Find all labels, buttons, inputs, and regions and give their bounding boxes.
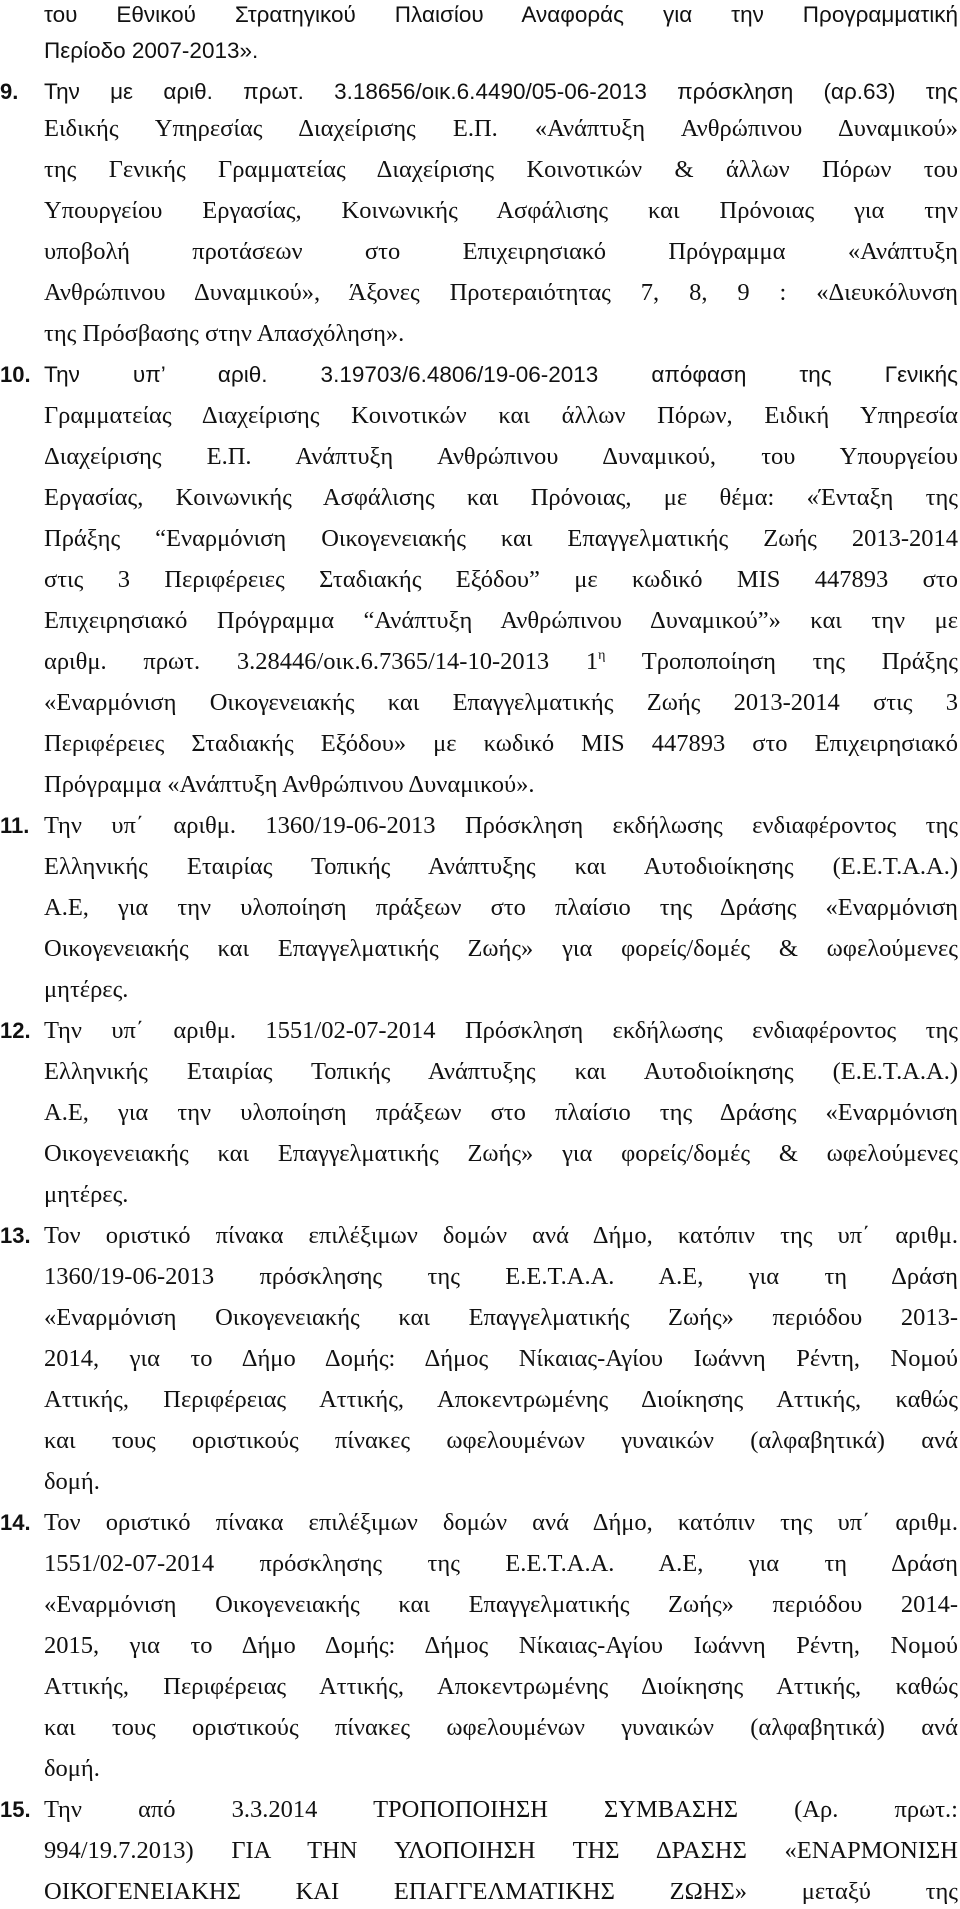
paragraph-line: Α.Ε, για την υλοποίηση πράξεων στο πλαίσιο της Δράσης «Εναρμόνιση	[44, 1099, 958, 1126]
paragraph-line: «Εναρμόνιση Οικογενειακής και Επαγγελματικής Ζωής 2013-2014 στις 3	[44, 689, 958, 716]
paragraph-line: Την με αριθ. πρωτ. 3.18656/οικ.6.4490/05-06-2013 πρόσκληση (αρ.63) της	[44, 79, 958, 104]
numbered-item-line	[0, 1014, 960, 1048]
paragraph-line: μητέρες.	[44, 1181, 129, 1208]
paragraph-line: Τον οριστικό πίνακα επιλέξιμων δομών ανά Δήμο, κατόπιν της υπ΄ αριθμ.	[44, 1222, 958, 1249]
paragraph-line: «Εναρμόνιση Οικογενειακής και Επαγγελματικής Ζωής» περιόδου 2013-	[44, 1304, 958, 1331]
paragraph-line: Περίοδο 2007-2013».	[44, 38, 259, 63]
paragraph-line: 994/19.7.2013) ΓΙΑ ΤΗΝ ΥΛΟΠΟΙΗΣΗ ΤΗΣ ΔΡΑΣΗΣ «ΕΝΑΡΜΟΝΙΣΗ	[44, 1837, 958, 1864]
numbered-item-line	[0, 1219, 960, 1253]
item-number: 14.	[0, 1510, 31, 1535]
paragraph-line: Εργασίας, Κοινωνικής Ασφάλισης και Πρόνοιας, με θέμα: «Ένταξη της	[44, 484, 958, 511]
paragraph-line: στις 3 Περιφέρειες Σταδιακής Εξόδου” με κωδικό MIS 447893 στο	[44, 566, 958, 593]
item-number: 13.	[0, 1223, 31, 1248]
paragraph-line: Αττικής, Περιφέρειας Αττικής, Αποκεντρωμένης Διοίκησης Αττικής, καθώς	[44, 1386, 958, 1413]
paragraph-line: δομή.	[44, 1755, 100, 1782]
paragraph-line: Την από 3.3.2014 ΤΡΟΠΟΠΟΙΗΣΗ ΣΥΜΒΑΣΗΣ (Αρ. πρωτ.:	[44, 1796, 958, 1823]
numbered-item-line	[0, 809, 960, 843]
item-number: 11.	[0, 813, 30, 838]
numbered-item-line	[0, 1506, 960, 1540]
paragraph-line: υποβολή προτάσεων στο Επιχειρησιακό Πρόγραμμα «Ανάπτυξη	[44, 238, 958, 265]
paragraph-line: και τους οριστικούς πίνακες ωφελουμένων γυναικών (αλφαβητικά) ανά	[44, 1427, 958, 1454]
paragraph-line: Οικογενειακής και Επαγγελματικής Ζωής» για φορείς/δομές & ωφελούμενες	[44, 1140, 958, 1167]
paragraph-line: Ελληνικής Εταιρίας Τοπικής Ανάπτυξης και Αυτοδιοίκησης (Ε.Ε.Τ.Α.Α.)	[44, 1058, 958, 1085]
numbered-item-line	[0, 358, 960, 392]
paragraph-line: Υπουργείου Εργασίας, Κοινωνικής Ασφάλισης και Πρόνοιας για την	[44, 197, 958, 224]
paragraph-line: 1360/19-06-2013 πρόσκλησης της Ε.Ε.Τ.Α.Α. Α.Ε, για τη Δράση	[44, 1263, 958, 1290]
paragraph-line: Τον οριστικό πίνακα επιλέξιμων δομών ανά Δήμο, κατόπιν της υπ΄ αριθμ.	[44, 1509, 958, 1536]
paragraph-line: 2014, για το Δήμο Δομής: Δήμος Νίκαιας-Αγίου Ιωάννη Ρέντη, Νομού	[44, 1345, 958, 1372]
paragraph-line: μητέρες.	[44, 976, 129, 1003]
paragraph-line: Πρόγραμμα «Ανάπτυξη Ανθρώπινου Δυναμικού».	[44, 771, 535, 798]
paragraph-line: Αττικής, Περιφέρειας Αττικής, Αποκεντρωμένης Διοίκησης Αττικής, καθώς	[44, 1673, 958, 1700]
item-number: 9.	[0, 79, 19, 104]
paragraph-line: 2015, για το Δήμο Δομής: Δήμος Νίκαιας-Αγίου Ιωάννη Ρέντη, Νομού	[44, 1632, 958, 1659]
paragraph-line: Διαχείρισης Ε.Π. Ανάπτυξη Ανθρώπινου Δυναμικού, του Υπουργείου	[44, 443, 958, 470]
paragraph-line: Την υπ΄ αριθμ. 1360/19-06-2013 Πρόσκληση εκδήλωσης ενδιαφέροντος της	[44, 812, 958, 839]
ordinal-superscript: η	[598, 648, 606, 663]
paragraph-line: Ειδικής Υπηρεσίας Διαχείρισης Ε.Π. «Ανάπτυξη Ανθρώπινου Δυναμικού»	[44, 115, 958, 142]
paragraph-line: Ανθρώπινου Δυναμικού», Άξονες Προτεραιότητας 7, 8, 9 : «Διευκόλυνση	[44, 279, 958, 306]
paragraph-line: δομή.	[44, 1468, 100, 1495]
paragraph-line: της Γενικής Γραμματείας Διαχείρισης Κοινοτικών & άλλων Πόρων του	[44, 156, 958, 183]
paragraph-line: Επιχειρησιακό Πρόγραμμα “Ανάπτυξη Ανθρώπινου Δυναμικού”» και την με	[44, 607, 958, 634]
paragraph-line: 1551/02-07-2014 πρόσκλησης της Ε.Ε.Τ.Α.Α. Α.Ε, για τη Δράση	[44, 1550, 958, 1577]
paragraph-line: της Πρόσβασης στην Απασχόληση».	[44, 320, 405, 347]
paragraph-line: ΟΙΚΟΓΕΝΕΙΑΚΗΣ ΚΑΙ ΕΠΑΓΓΕΛΜΑΤΙΚΗΣ ΖΩΗΣ» μεταξύ της	[44, 1878, 958, 1905]
paragraph-line: Την υπ’ αριθ. 3.19703/6.4806/19-06-2013 απόφαση της Γενικής	[44, 362, 958, 387]
item-number: 10.	[0, 362, 31, 387]
paragraph-line: αριθμ. πρωτ. 3.28446/οικ.6.7365/14-10-2013 $1^\eta$ Τροποποίηση της Πράξης	[44, 648, 958, 675]
paragraph-line: του Εθνικού Στρατηγικού Πλαισίου Αναφοράς για την Προγραμματική	[44, 2, 958, 27]
paragraph-line: Α.Ε, για την υλοποίηση πράξεων στο πλαίσιο της Δράσης «Εναρμόνιση	[44, 894, 958, 921]
paragraph-line: Ελληνικής Εταιρίας Τοπικής Ανάπτυξης και Αυτοδιοίκησης (Ε.Ε.Τ.Α.Α.)	[44, 853, 958, 880]
paragraph-line: Την υπ΄ αριθμ. 1551/02-07-2014 Πρόσκληση εκδήλωσης ενδιαφέροντος της	[44, 1017, 958, 1044]
numbered-item-line	[0, 75, 960, 109]
item-number: 15.	[0, 1797, 31, 1822]
paragraph-line: και τους οριστικούς πίνακες ωφελουμένων γυναικών (αλφαβητικά) ανά	[44, 1714, 958, 1741]
paragraph-line: Γραμματείας Διαχείρισης Κοινοτικών και άλλων Πόρων, Ειδική Υπηρεσία	[44, 402, 958, 429]
numbered-item-line	[0, 1793, 960, 1827]
paragraph-line: «Εναρμόνιση Οικογενειακής και Επαγγελματικής Ζωής» περιόδου 2014-	[44, 1591, 958, 1618]
paragraph-line: Πράξης “Εναρμόνιση Οικογενειακής και Επαγγελματικής Ζωής 2013-2014	[44, 525, 958, 552]
item-number: 12.	[0, 1018, 31, 1043]
paragraph-line: Οικογενειακής και Επαγγελματικής Ζωής» για φορείς/δομές & ωφελούμενες	[44, 935, 958, 962]
paragraph-line: Περιφέρειες Σταδιακής Εξόδου» με κωδικό MIS 447893 στο Επιχειρησιακό	[44, 730, 958, 757]
